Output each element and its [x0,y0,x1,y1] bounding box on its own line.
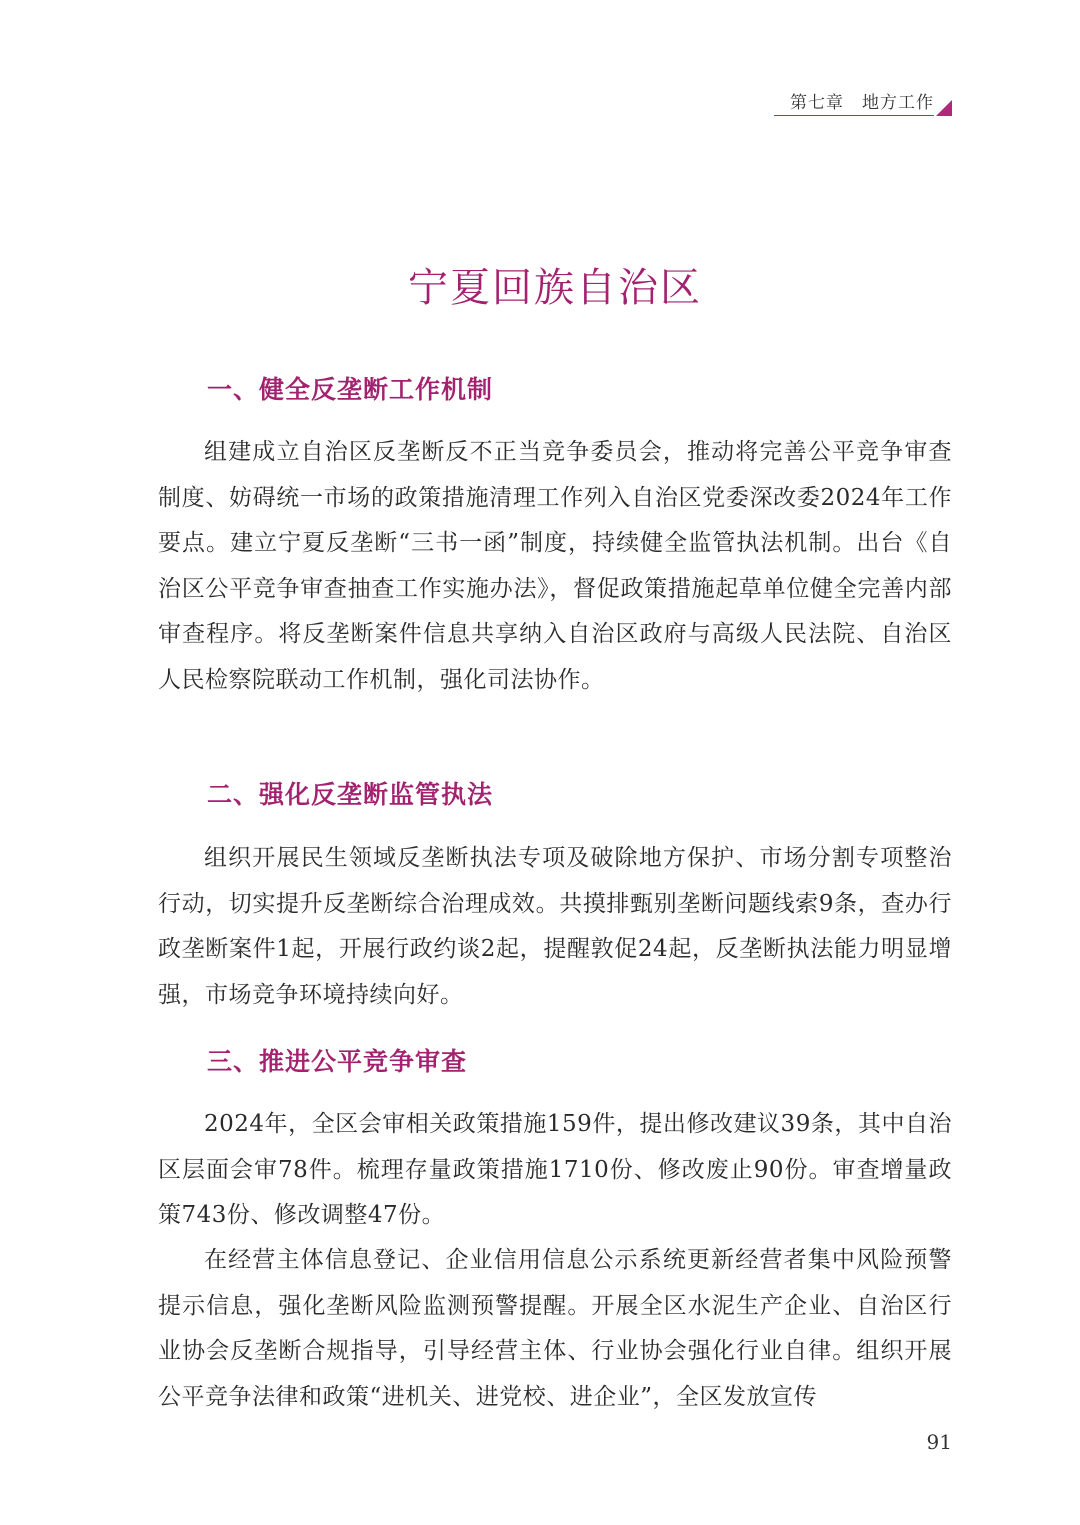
paragraph-4: 在经营主体信息登记、企业信用信息公示系统更新经营者集中风险预警提示信息，强化垄断风险监测预警提醒。开展全区水泥生产企业、自治区行业协会反垄断合规指导，引导经营主体、行业协会强化行业自律。组织开展公平竞争法律和政策“进机关、进党校、进企业”，全区发放宣传 [158,1247,952,1410]
running-header [770,86,952,116]
corner-triangle-icon [936,100,952,116]
section-heading-2: 二、强化反垄断监管执法 [207,780,494,809]
paragraph-1: 组建成立自治区反垄断反不正当竞争委员会，推动将完善公平竞争审查制度、妨碍统一市场的政策措施清理工作列入自治区党委深改委2024年工作要点。建立宁夏反垄断“三书一函”制度，持续健全监管执法机制。出台《自治区公平竞争审查抽查工作实施办法》，督促政策措施起草单位健全完善内部审查程序。将反垄断案件信息共享纳入自治区政府与高级人民法院、自治区人民检察院联动工作机制，强化司法协作。 [158,439,952,693]
chapter-label: 第七章 地方工作 [790,93,934,113]
header-rule [774,115,934,116]
section-heading-1: 一、健全反垄断工作机制 [207,375,494,404]
page-number: 91 [926,1430,952,1454]
paragraph-2: 组织开展民生领域反垄断执法专项及破除地方保护、市场分割专项整治行动，切实提升反垄断综合治理成效。共摸排甄别垄断问题线索9条，查办行政垄断案件1起，开展行政约谈2起，提醒敦促24起，反垄断执法能力明显增强，市场竞争环境持续向好。 [158,845,952,1008]
page-title: 宁夏回族自治区 [408,265,702,311]
section-heading-3: 三、推进公平竞争审查 [207,1047,468,1076]
paragraph-3: 2024年，全区会审相关政策措施159件，提出修改建议39条，其中自治区层面会审78件。梳理存量政策措施1710份、修改废止90份。审查增量政策743份、修改调整47份。 [158,1111,952,1229]
